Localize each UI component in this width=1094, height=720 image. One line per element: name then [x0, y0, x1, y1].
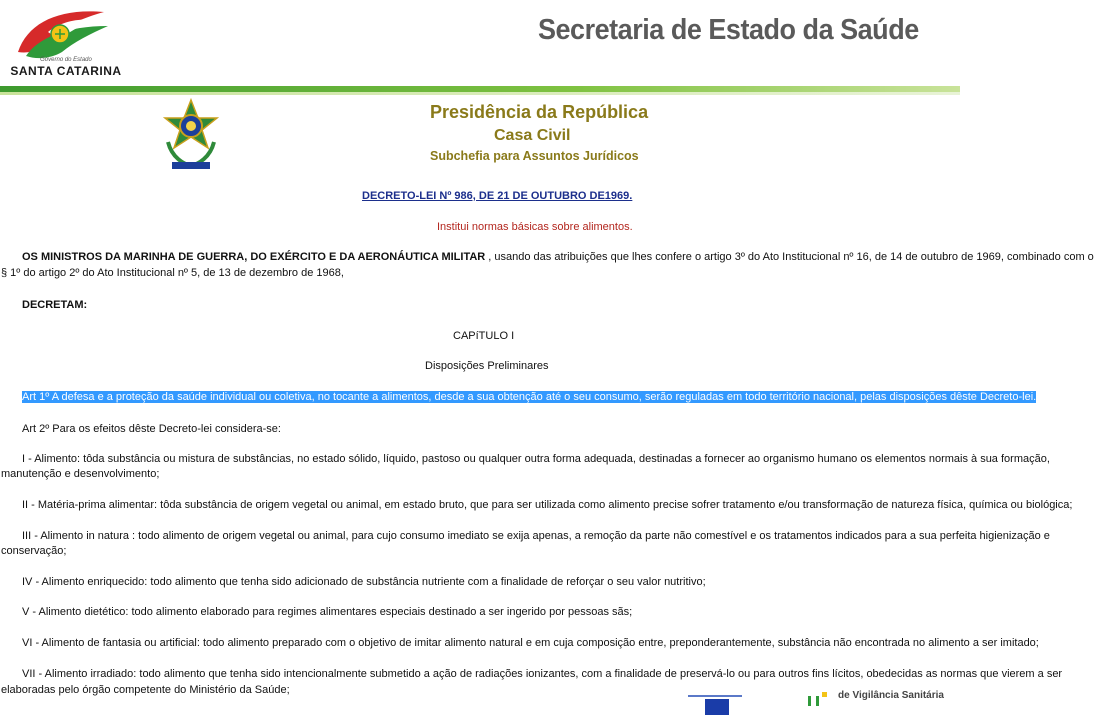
header-light-band [0, 92, 960, 95]
footer-partial-text: de Vigilância Sanitária [838, 690, 944, 701]
item-2: II - Matéria-prima alimentar: tôda substância de origem vegetal ou animal, em estado bruto, que para ser utilizada como alimento precise sofrer tratamento e/ou transformação de natureza física, química ou biológica; [22, 499, 1073, 511]
decretam-heading: DECRETAM: [22, 299, 88, 311]
footer-divider [688, 695, 742, 697]
flag-fragment-icon [705, 699, 729, 715]
item-7-line-1: VII - Alimento irradiado: todo alimento que tenha sido intencionalmente submetido a ação de radiações ionizantes, com a finalidade de preservá-lo ou para outros fins lícitos, obedecidas as normas que vierem a ser [22, 668, 1063, 680]
item-3-line-2: conservação; [1, 545, 67, 557]
article-1 [22, 389, 1036, 405]
item-3-line-1: III - Alimento in natura : todo alimento de origem vegetal ou animal, para cujo consumo imediato se exija apenas, a remoção da parte não comestível e os tratamentos indicados para a sua perfeita higienização e [22, 530, 1050, 542]
decree-summary: Institui normas básicas sobre alimentos. [437, 221, 633, 233]
item-1-line-2: manutenção e desenvolvimento; [1, 468, 160, 480]
section-heading: Disposições Preliminares [425, 360, 549, 372]
decree-title-link[interactable]: DECRETO-LEI Nº 986, DE 21 DE OUTUBRO DE1969. [362, 190, 633, 202]
preamble-rest: , usando das atribuições que lhes confere o artigo 3º do Ato Institucional nº 16, de 14 de outubro de 1969, combinado com o [485, 251, 1094, 263]
presidencia-heading: Presidência da República [430, 102, 649, 122]
casa-civil-heading: Casa Civil [494, 127, 571, 144]
chapter-heading: CAPíTULO I [453, 330, 515, 342]
page-title: Secretaria de Estado da Saúde [538, 14, 919, 46]
article-1-highlighted[interactable]: Art 1º A defesa e a proteção da saúde individual ou coletiva, no tocante a alimentos, desde a sua obtenção até o seu consumo, serão reguladas em todo território nacional, pelas disposições dêste Decreto-lei. [22, 391, 1037, 403]
header-banner [0, 0, 960, 90]
item-7-line-2: elaboradas pelo órgão competente do Ministério da Saúde; [1, 684, 290, 696]
state-name: SANTA CATARINA [10, 64, 122, 78]
coat-of-arms-icon [162, 98, 220, 174]
preamble-bold: OS MINISTROS DA MARINHA DE GUERRA, DO EXÉRCITO E DA AERONÁUTICA MILITAR [22, 251, 486, 263]
item-6: VI - Alimento de fantasia ou artificial: todo alimento preparado com o objetivo de imitar alimento natural e em cuja composição entre, preponderantemente, substância não encontrada no alimento a ser imitado; [22, 637, 1039, 649]
article-2: Art 2º Para os efeitos dêste Decreto-lei considera-se: [22, 423, 281, 435]
preamble-line-1 [22, 249, 1094, 265]
item-4: IV - Alimento enriquecido: todo alimento que tenha sido adicionado de substância nutriente com a finalidade de reforçar o seu valor nutritivo; [22, 576, 706, 588]
vigilancia-logo-icon [808, 692, 828, 706]
preamble-line-2: § 1º do artigo 2º do Ato Institucional nº 5, de 13 de dezembro de 1968, [1, 267, 344, 279]
government-label: Governo do Estado [40, 57, 92, 63]
item-1-line-1: I - Alimento: tôda substância ou mistura de substâncias, no estado sólido, líquido, pastoso ou qualquer outra forma adequada, destinadas a fornecer ao organismo humano os elementos normais à sua formação, [22, 453, 1050, 465]
item-5: V - Alimento dietético: todo alimento elaborado para regimes alimentares especiais destinado a ser ingerido por pessoas sãs; [22, 606, 633, 618]
subchefia-heading: Subchefia para Assuntos Jurídicos [430, 149, 639, 163]
